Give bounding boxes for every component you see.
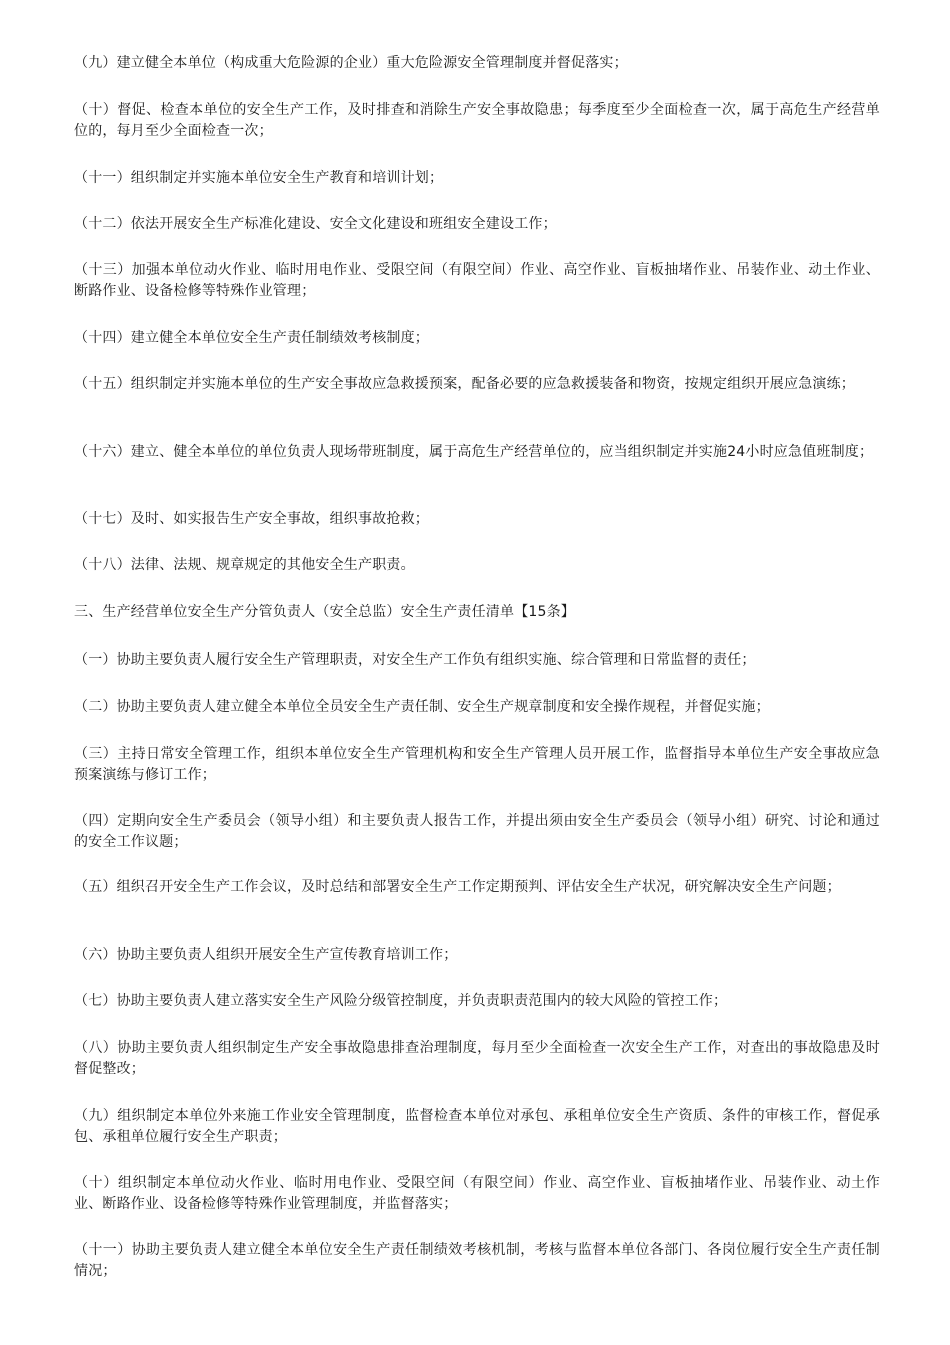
- deputy-duty-item-2: （二）协助主要负责人建立健全本单位全员安全生产责任制、安全生产规章制度和安全操作规程，并督促实施；: [74, 699, 770, 715]
- duty-item-14: （十四）建立健全本单位安全生产责任制绩效考核制度；: [74, 330, 429, 346]
- duty-item-9: （九）建立健全本单位（构成重大危险源的企业）重大危险源安全管理制度并督促落实；: [74, 55, 628, 71]
- duty-item-16: （十六）建立、健全本单位的单位负责人现场带班制度，属于高危生产经营单位的，应当组织制定并实施24小时应急值班制度；: [74, 444, 874, 460]
- deputy-duty-item-5: （五）组织召开安全生产工作会议，及时总结和部署安全生产工作定期预判、评估安全生产状况，研究解决安全生产问题；: [74, 879, 841, 895]
- duty-item-11: （十一）组织制定并实施本单位安全生产教育和培训计划；: [74, 170, 444, 186]
- deputy-duty-item-10: （十）组织制定本单位动火作业、临时用电作业、受限空间（有限空间）作业、高空作业、盲板抽堵作业、吊装作业、动土作业、断路作业、设备检修等特殊作业管理制度，并监督落实；: [74, 1175, 880, 1212]
- deputy-duty-item-6: （六）协助主要负责人组织开展安全生产宣传教育培训工作；: [74, 947, 458, 963]
- deputy-duty-item-9: （九）组织制定本单位外来施工作业安全管理制度，监督检查本单位对承包、承租单位安全生产资质、条件的审核工作，督促承包、承租单位履行安全生产职责；: [74, 1108, 880, 1145]
- deputy-duty-item-4: （四）定期向安全生产委员会（领导小组）和主要负责人报告工作，并提出须由安全生产委员会（领导小组）研究、讨论和通过的安全工作议题；: [74, 813, 880, 850]
- duty-item-12: （十二）依法开展安全生产标准化建设、安全文化建设和班组安全建设工作；: [74, 216, 557, 232]
- deputy-duty-item-8: （八）协助主要负责人组织制定生产安全事故隐患排查治理制度，每月至少全面检查一次安全生产工作，对查出的事故隐患及时督促整改；: [74, 1040, 880, 1077]
- duty-item-10: （十）督促、检查本单位的安全生产工作，及时排查和消除生产安全事故隐患；每季度至少全面检查一次，属于高危生产经营单位的，每月至少全面检查一次；: [74, 102, 880, 139]
- deputy-duty-item-11: （十一）协助主要负责人建立健全本单位安全生产责任制绩效考核机制，考核与监督本单位各部门、各岗位履行安全生产责任制情况；: [74, 1242, 880, 1279]
- deputy-duty-item-7: （七）协助主要负责人建立落实安全生产风险分级管控制度，并负责职责范围内的较大风险的管控工作；: [74, 993, 728, 1009]
- duty-item-13: （十三）加强本单位动火作业、临时用电作业、受限空间（有限空间）作业、高空作业、盲板抽堵作业、吊装作业、动土作业、断路作业、设备检修等特殊作业管理；: [74, 262, 880, 299]
- deputy-duty-item-3: （三）主持日常安全管理工作，组织本单位安全生产管理机构和安全生产管理人员开展工作，监督指导本单位生产安全事故应急预案演练与修订工作；: [74, 746, 880, 783]
- deputy-duty-item-1: （一）协助主要负责人履行安全生产管理职责，对安全生产工作负有组织实施、综合管理和日常监督的责任；: [74, 652, 756, 668]
- duty-item-15: （十五）组织制定并实施本单位的生产安全事故应急救援预案，配备必要的应急救援装备和物资，按规定组织开展应急演练；: [74, 376, 855, 392]
- duty-item-17: （十七）及时、如实报告生产安全事故，组织事故抢救；: [74, 511, 429, 527]
- section-heading-three: 三、生产经营单位安全生产分管负责人（安全总监）安全生产责任清单【15条】: [74, 604, 576, 620]
- duty-item-18: （十八）法律、法规、规章规定的其他安全生产职责。: [74, 557, 415, 573]
